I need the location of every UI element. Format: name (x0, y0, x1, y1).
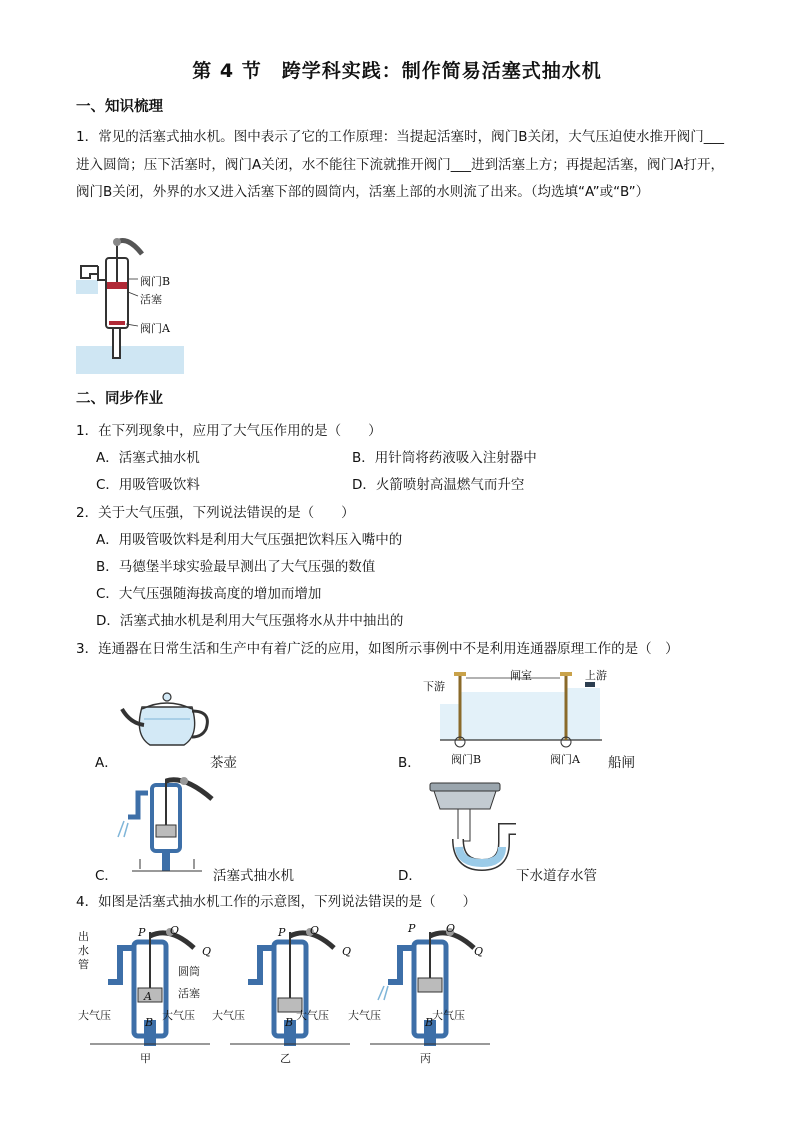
page-title: 第 4 节 跨学科实践：制作简易活塞式抽水机 (192, 60, 602, 82)
lock-label-valve-b: 阀门B (451, 753, 482, 766)
fig1-label-valve-b: 阀门B (140, 275, 171, 288)
q4-label-outlet-3: 管 (78, 958, 89, 971)
q4-label-q-2: Q (342, 945, 352, 958)
fig1-label-valve-a: 阀门A (140, 322, 170, 335)
fig1-label-piston: 活塞 (140, 293, 162, 306)
lock-label-upstream: 上游 (585, 669, 607, 682)
pump-figure (76, 236, 186, 374)
q4-label-atm-1a: 大气压 (78, 1009, 111, 1022)
lock-label-chamber: 闸室 (510, 669, 532, 682)
q1-option-c[interactable]: C．用吸管吸饮料 (96, 477, 200, 493)
q2-option-a[interactable]: A．用吸管吸饮料是利用大气压强把饮料压入嘴中的 (96, 532, 403, 548)
q3-option-d-caption: 下水道存水管 (516, 868, 597, 884)
q4-stem: 4．如图是活塞式抽水机工作的示意图，下列说法错误的是（ ） (76, 894, 477, 910)
q3-option-a-letter[interactable]: A． (95, 755, 118, 771)
section2-heading: 二、同步作业 (76, 391, 163, 407)
teapot-figure (120, 687, 212, 749)
q3-option-b-letter[interactable]: B． (398, 755, 421, 771)
section1-heading: 一、知识梳理 (76, 99, 163, 115)
q4-label-p-3: P (408, 922, 416, 935)
q4-label-outlet-2: 水 (78, 944, 89, 957)
pump-c-figure (118, 775, 218, 873)
q2-option-c[interactable]: C．大气压强随海拔高度的增加而增加 (96, 586, 322, 602)
q2-option-b[interactable]: B．马德堡半球实验最早测出了大气压强的数值 (96, 559, 376, 575)
q3-option-d-letter[interactable]: D． (398, 868, 422, 884)
q2-option-d[interactable]: D．活塞式抽水机是利用大气压强将水从井中抽出的 (96, 613, 404, 629)
q3-option-c-letter[interactable]: C． (95, 868, 118, 884)
q3-option-c-caption: 活塞式抽水机 (213, 868, 294, 884)
q4-label-o-1: O (170, 924, 180, 937)
q1-option-b[interactable]: B．用针筒将药液吸入注射器中 (352, 450, 537, 466)
q4-label-outlet-1: 出 (78, 930, 89, 943)
q4-label-p-2: P (278, 926, 286, 939)
q4-label-q-3: Q (474, 945, 484, 958)
q1-stem: 1．在下列现象中，应用了大气压作用的是（ ） (76, 423, 382, 439)
section1-q1-text: 1．常见的活塞式抽水机。图中表示了它的工作原理：当提起活塞时，阀门B关闭，大气压迫使水推开阀门___进入圆筒；压下活塞时，阀门A关闭，水不能往下流就推开阀门___进到活塞上方；再提起活塞，阀门A打开，阀门B关闭，外界的水又进入活塞下部的圆筒内，活塞上部的水则流了出来。（均选填“A”或“B”） (76, 129, 724, 200)
q3-stem: 3．连通器在日常生活和生产中有着广泛的应用，如图所示事例中不是利用连通器原理工作的是（ ） (76, 641, 679, 657)
q4-label-p-1: P (138, 926, 146, 939)
q3-option-b-caption: 船闸 (608, 755, 635, 771)
q4-caption-yi: 乙 (280, 1052, 291, 1065)
q4-label-atm-3a: 大气压 (348, 1009, 381, 1022)
q3-option-a-caption: 茶壶 (210, 755, 237, 771)
q4-label-atm-2a: 大气压 (212, 1009, 245, 1022)
q4-caption-bing: 丙 (420, 1052, 431, 1065)
q4-label-q-1: Q (202, 945, 212, 958)
q4-label-a-1: A (144, 990, 152, 1003)
q4-label-atm-3b: 大气压 (432, 1009, 465, 1022)
q4-label-cylinder: 圆筒 (178, 965, 200, 978)
q4-label-atm-2b: 大气压 (296, 1009, 329, 1022)
sink-trap-figure (428, 781, 520, 871)
q4-label-piston: 活塞 (178, 987, 200, 1000)
lock-label-valve-a: 阀门A (550, 753, 580, 766)
q4-label-o-2: O (310, 924, 320, 937)
q4-label-b-1: B (145, 1016, 154, 1029)
lock-label-downstream: 下游 (423, 680, 445, 693)
q4-label-atm-1b: 大气压 (162, 1009, 195, 1022)
q1-option-d[interactable]: D．火箭喷射高温燃气而升空 (352, 477, 525, 493)
q2-stem: 2．关于大气压强，下列说法错误的是（ ） (76, 505, 355, 521)
q1-option-a[interactable]: A．活塞式抽水机 (96, 450, 200, 466)
q4-label-b-2: B (285, 1016, 294, 1029)
q4-caption-jia: 甲 (140, 1052, 151, 1065)
q4-label-o-3: O (446, 922, 456, 935)
q4-label-b-3: B (425, 1016, 434, 1029)
